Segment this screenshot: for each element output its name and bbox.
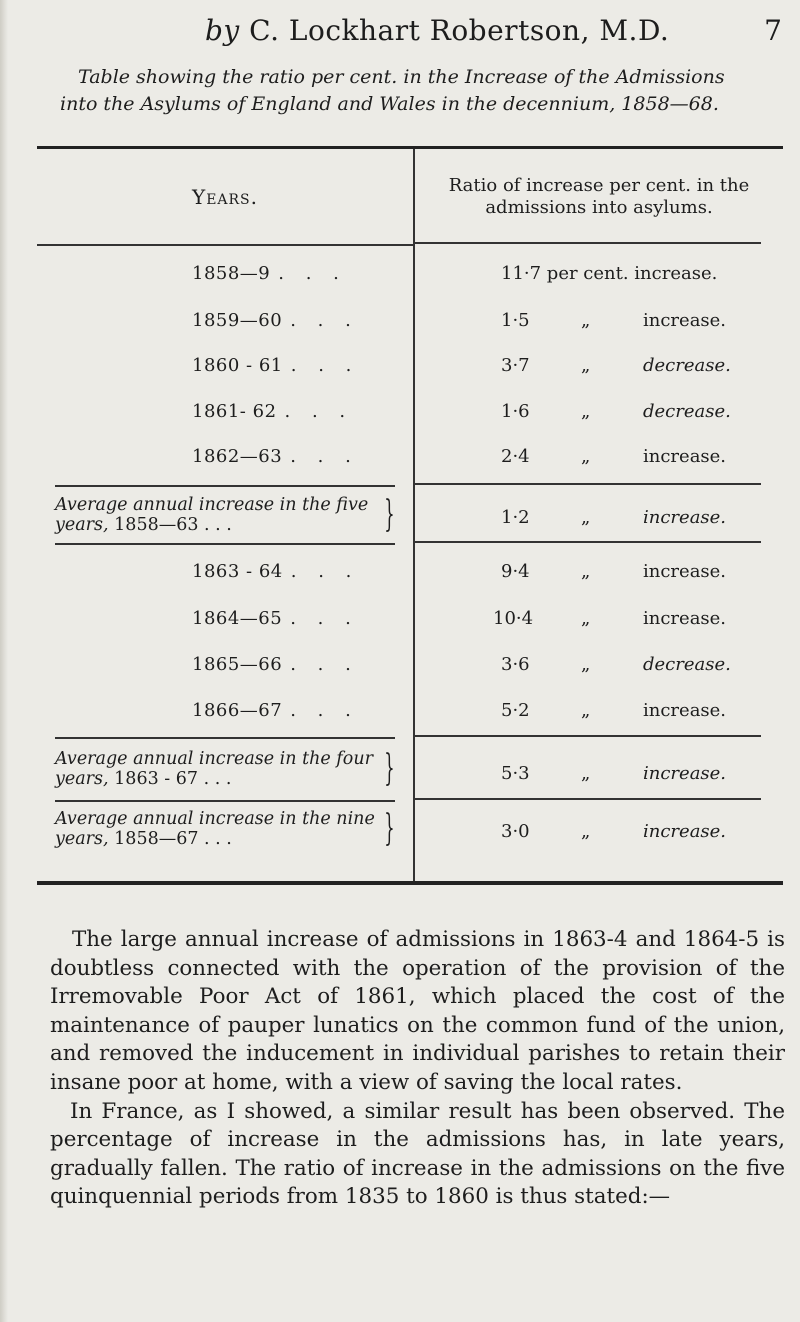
row-year (37, 446, 413, 467)
change-word: increase. (643, 763, 727, 784)
ditto-mark: „ (581, 763, 591, 784)
section-rule-right (415, 798, 761, 800)
column-divider (413, 149, 415, 881)
average-line-1: Average annual increase in the four (55, 749, 373, 769)
ratio-number: 5·2 (501, 700, 530, 721)
ratio-number: 1·5 (501, 310, 530, 331)
leader-dots: . . . (284, 401, 354, 422)
table-caption: Table showing the ratio per cent. in the Increase of the Admissions into the Asylums of England and Wales in the decennium, 1858—68. (60, 66, 725, 115)
change-word: increase. (643, 821, 727, 842)
leader-dots: . . . (290, 355, 360, 376)
author-name: C. Lockhart Robertson, M.D. (249, 14, 670, 47)
change-word: increase. (643, 608, 727, 629)
paragraph: In France, as I showed, a similar result has been observed. The percentage of increase in the admissions has, in late years, gradually fallen. The ratio of increase in the admissions on the five quinquennial periods from 1835 to 1860 is thus stated:— (50, 1098, 785, 1210)
year-label: 1862—63 (192, 446, 283, 467)
average-line-2 (55, 829, 405, 849)
average-range: 1858—63 . . . (114, 515, 232, 535)
change-word: increase. (643, 446, 727, 467)
ratio-number: 3·7 (501, 355, 530, 376)
change-word: increase. (643, 507, 727, 528)
ditto-mark: „ (581, 561, 591, 582)
year-label: 1865—66 (192, 654, 283, 675)
ratio-number: 3·6 (501, 654, 530, 675)
author-by: by (205, 14, 240, 47)
average-range: 1863 - 67 . . . (114, 769, 232, 789)
row-year (37, 401, 413, 422)
running-head (0, 10, 800, 50)
header-rule-right (415, 242, 761, 244)
average-line-1: Average annual increase in the five (55, 495, 369, 515)
section-rule-right (415, 483, 761, 485)
year-label: 1859—60 (192, 310, 283, 331)
average-years-word: years, (55, 515, 109, 535)
average-range: 1858—67 . . . (114, 829, 232, 849)
change-word: decrease. (643, 401, 731, 422)
row-year (37, 608, 413, 629)
change-word: decrease. (643, 654, 731, 675)
average-years-word: years, (55, 769, 109, 789)
ditto-mark: „ (581, 355, 591, 376)
leader-dots: . . . (290, 446, 359, 467)
change-word: increase. (643, 310, 727, 331)
page-number: 7 (764, 14, 782, 47)
average-line-1: Average annual increase in the nine (55, 809, 375, 829)
row-year (37, 263, 413, 284)
brace-mark: } (384, 808, 395, 849)
leader-dots: . . . (290, 608, 359, 629)
row-year (37, 355, 413, 376)
year-label: 1861- 62 (192, 401, 277, 422)
year-label: 1860 - 61 (192, 355, 283, 376)
ditto-mark: „ (581, 310, 591, 331)
row-year (37, 310, 413, 331)
ditto-mark: „ (581, 446, 591, 467)
ratio-number: 2·4 (501, 446, 530, 467)
ditto-mark: „ (581, 821, 591, 842)
change-word: increase. (643, 700, 727, 721)
section-rule (55, 800, 395, 802)
section-rule-right (415, 735, 761, 737)
body-text (50, 926, 785, 1212)
row-year (37, 561, 413, 582)
ratio-number: 1·6 (501, 401, 530, 422)
average-label (55, 749, 405, 789)
section-rule (55, 485, 395, 487)
average-line-2 (55, 515, 405, 535)
ditto-mark: „ (581, 507, 591, 528)
leader-dots: . . . (278, 263, 347, 284)
leader-dots: . . . (290, 700, 359, 721)
paragraph: The large annual increase of admissions in 1863-4 and 1864-5 is doubtless connected with the operation of the provision of the Irremovable Poor Act of 1861, which placed the cost of the maintenance of pauper lunatics on the common fund of the union, and removed the inducement in individual parishes to retain their insane poor at home, with a view of saving the local rates. (50, 927, 785, 1095)
ditto-mark: „ (581, 401, 591, 422)
ditto-mark: „ (581, 654, 591, 675)
leader-dots: . . . (290, 310, 359, 331)
author-line (205, 14, 669, 47)
year-label: 1864—65 (192, 608, 283, 629)
ratio-number: 10·4 (493, 608, 534, 629)
header-rule (37, 244, 413, 246)
average-line-2 (55, 769, 405, 789)
header-years: Years. (191, 184, 259, 209)
leader-dots: . . . (290, 654, 359, 675)
row-year (37, 700, 413, 721)
brace-mark: } (384, 494, 395, 535)
admissions-table (37, 146, 783, 885)
row-year (37, 654, 413, 675)
average-label (55, 809, 405, 849)
ratio-number: 3·0 (501, 821, 530, 842)
leader-dots: . . . (290, 561, 360, 582)
ratio-number: 9·4 (501, 561, 530, 582)
average-label (55, 495, 405, 535)
section-rule (55, 543, 395, 545)
ratio-number: 1·2 (501, 507, 530, 528)
brace-mark: } (384, 748, 395, 789)
change-word: decrease. (643, 355, 731, 376)
header-ratio: Ratio of increase per cent. in the admissions into asylums. (448, 174, 750, 218)
ditto-mark: „ (581, 700, 591, 721)
year-label: 1863 - 64 (192, 561, 283, 582)
year-label: 1858—9 (192, 263, 271, 284)
ratio-number: 5·3 (501, 763, 530, 784)
average-years-word: years, (55, 829, 109, 849)
page-edge-shadow (0, 0, 8, 1322)
ratio-value: 11·7 per cent. increase. (501, 263, 718, 284)
ditto-mark: „ (581, 608, 591, 629)
section-rule-right (415, 541, 761, 543)
year-label: 1866—67 (192, 700, 283, 721)
section-rule (55, 737, 395, 739)
change-word: increase. (643, 561, 727, 582)
